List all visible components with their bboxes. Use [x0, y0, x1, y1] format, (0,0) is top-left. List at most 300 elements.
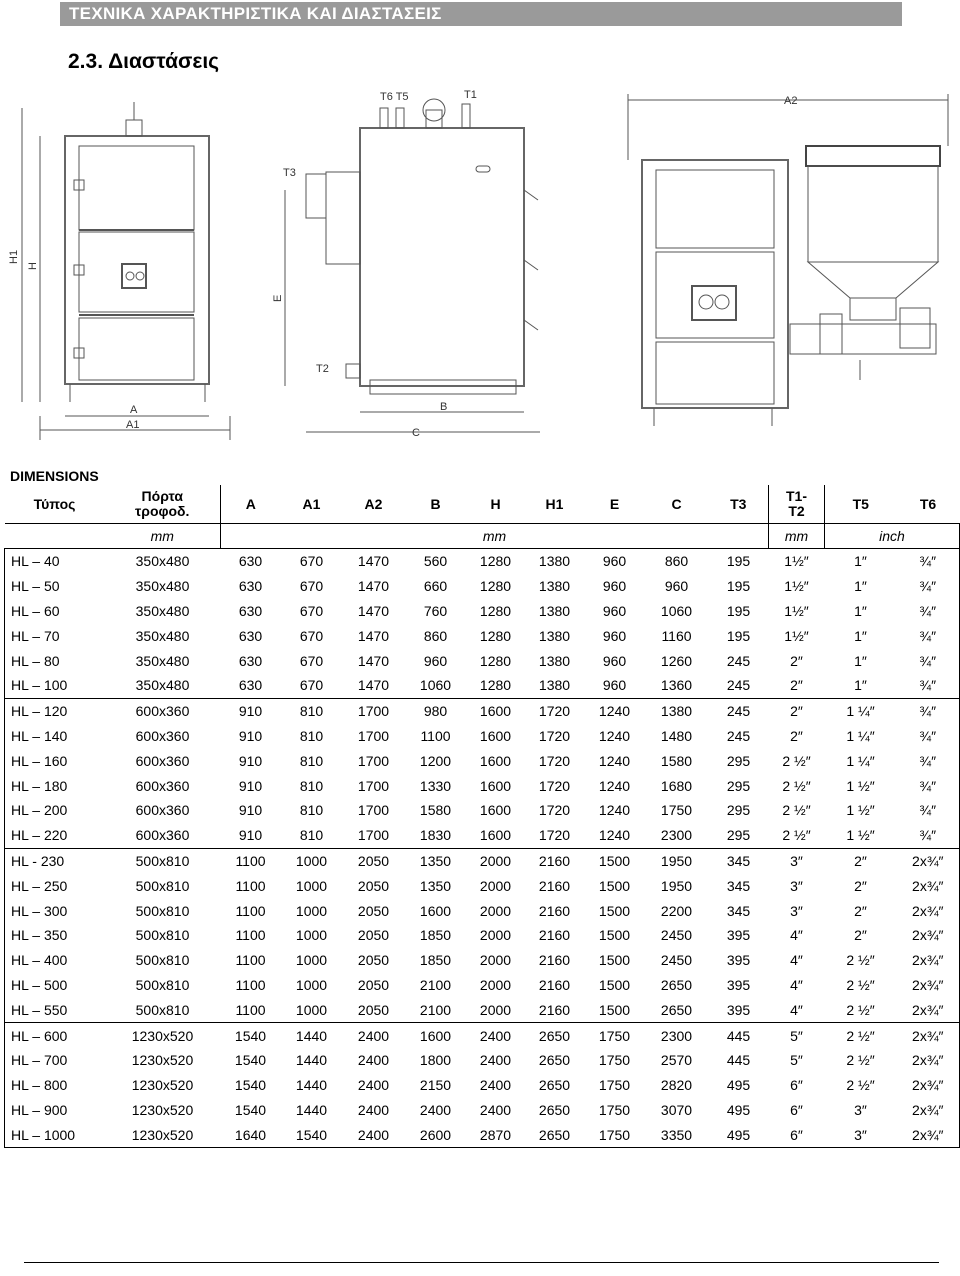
table-cell: 1480 [660, 727, 693, 744]
table-cell: 2200 [660, 902, 693, 919]
table-cell: 3″ [854, 1101, 867, 1118]
table-cell: 2x¾″ [897, 898, 960, 923]
table-cell: 1 ½″ [846, 827, 875, 844]
table-cell: HL – 60 [5, 599, 105, 624]
table-cell: 2x¾″ [897, 1073, 960, 1098]
table-cell: 960 [602, 677, 627, 694]
unit-t12-mm: mm [769, 524, 825, 549]
table-cell: 500x810 [135, 927, 190, 944]
table-cell: 395 [726, 927, 751, 944]
unit-inch: inch [825, 524, 960, 549]
table-cell: 3070 [660, 1101, 693, 1118]
table-cell: 445 [726, 1052, 751, 1069]
table-cell: 1640 [221, 1122, 281, 1147]
table-cell: 2160 [538, 877, 571, 894]
table-cell: 980 [405, 698, 467, 723]
table-cell: HL – 600 [5, 1023, 105, 1048]
table-cell: 1240 [598, 752, 631, 769]
table-cell: 500x810 [135, 1001, 190, 1018]
table-cell: 1700 [357, 752, 390, 769]
table-cell: 1280 [467, 549, 525, 574]
table-cell: 660 [423, 578, 448, 595]
table-cell: 4″ [790, 1001, 803, 1018]
table-cell: 860 [645, 549, 709, 574]
table-cell: 630 [238, 578, 263, 595]
table-cell: 1580 [419, 802, 452, 819]
table-cell: 245 [726, 652, 751, 669]
table-cell: 195 [726, 578, 751, 595]
table-cell: 1330 [419, 777, 452, 794]
table-cell: 1600 [479, 777, 512, 794]
header-a1: A1 [302, 495, 321, 512]
table-cell: 2″ [769, 698, 825, 723]
header-c: C [671, 495, 682, 512]
header-door-line2: τροφοδ. [135, 503, 190, 519]
table-cell: 1500 [598, 952, 631, 969]
table-cell: 2650 [525, 1122, 585, 1147]
table-cell: 2 ½″ [846, 1077, 875, 1094]
table-cell: 1500 [598, 976, 631, 993]
table-cell: 1230x520 [131, 1077, 194, 1094]
table-cell: 2x¾″ [897, 1098, 960, 1123]
table-cell: 2000 [479, 1001, 512, 1018]
header-t12-line2: T2 [788, 503, 805, 519]
table-cell: 670 [281, 549, 343, 574]
table-cell: 1720 [538, 802, 571, 819]
table-cell: 1700 [357, 777, 390, 794]
table-cell: 1600 [479, 802, 512, 819]
table-cell: HL – 80 [5, 648, 105, 673]
table-row [5, 574, 960, 599]
table-cell: 2 ½″ [846, 1052, 875, 1069]
table-cell: ¾″ [897, 798, 960, 823]
table-cell: 560 [405, 549, 467, 574]
table-cell: 2570 [660, 1052, 693, 1069]
table-cell: 2400 [467, 1023, 525, 1048]
table-cell: 1 ½″ [846, 777, 875, 794]
table-cell: 1950 [645, 848, 709, 873]
table-cell: 760 [423, 602, 448, 619]
table-cell: HL – 160 [5, 748, 105, 773]
table-cell: 2450 [660, 927, 693, 944]
table-cell: 2400 [343, 1023, 405, 1048]
front-view-drawing [22, 102, 230, 440]
header-a2: A2 [364, 495, 383, 512]
table-cell: 2650 [525, 1023, 585, 1048]
table-row [5, 724, 960, 749]
table-cell: HL – 800 [5, 1073, 105, 1098]
label-a1: A1 [126, 419, 140, 431]
table-cell: 600x360 [105, 698, 221, 723]
table-cell: 630 [238, 627, 263, 644]
table-cell: 1600 [405, 1023, 467, 1048]
table-cell: HL – 550 [5, 997, 105, 1022]
table-cell: 2″ [854, 902, 867, 919]
table-cell: 960 [602, 627, 627, 644]
pellet-view-drawing [628, 94, 948, 426]
table-cell: 1680 [660, 777, 693, 794]
table-cell: 3″ [790, 877, 803, 894]
table-cell: 2870 [467, 1122, 525, 1147]
table-cell: 2400 [343, 1122, 405, 1147]
table-cell: 1280 [479, 627, 512, 644]
table-row [5, 1098, 960, 1123]
table-cell: 2″ [790, 727, 803, 744]
table-row [5, 1023, 960, 1048]
table-cell: 2″ [854, 877, 867, 894]
header-b: B [430, 495, 441, 512]
table-cell: 3″ [825, 1122, 897, 1147]
table-cell: 1240 [598, 827, 631, 844]
table-cell: 1″ [854, 578, 867, 595]
table-cell: 2300 [645, 1023, 709, 1048]
header-h: H [490, 495, 501, 512]
table-cell: HL – 250 [5, 873, 105, 898]
table-cell: 2400 [419, 1101, 452, 1118]
table-cell: HL – 700 [5, 1048, 105, 1073]
table-cell: HL – 300 [5, 898, 105, 923]
table-cell: HL – 140 [5, 724, 105, 749]
table-cell: 2400 [357, 1052, 390, 1069]
label-b: B [440, 401, 448, 413]
table-cell: 1380 [538, 578, 571, 595]
table-cell: HL – 70 [5, 623, 105, 648]
table-cell: 345 [726, 877, 751, 894]
table-cell: 910 [221, 698, 281, 723]
table-cell: 1380 [538, 677, 571, 694]
header-e: E [609, 495, 620, 512]
table-cell: 2″ [790, 677, 803, 694]
table-cell: 670 [299, 602, 324, 619]
table-cell: 1750 [585, 1023, 645, 1048]
table-cell: 860 [423, 627, 448, 644]
table-row [5, 1048, 960, 1073]
header-h1: H1 [545, 495, 564, 512]
table-cell: 1200 [419, 752, 452, 769]
table-cell: HL - 230 [5, 848, 105, 873]
table-cell: 2 ½″ [782, 777, 811, 794]
table-row [5, 1073, 960, 1098]
table-cell: HL – 900 [5, 1098, 105, 1123]
table-cell: 2650 [538, 1077, 571, 1094]
table-cell: 2300 [660, 827, 693, 844]
table-cell: 1750 [660, 802, 693, 819]
table-row [5, 823, 960, 848]
table-row [5, 673, 960, 698]
table-cell: 350x480 [135, 652, 190, 669]
table-cell: 1380 [645, 698, 709, 723]
table-body [5, 549, 960, 1148]
table-cell: 1750 [585, 1122, 645, 1147]
table-cell: 2050 [357, 952, 390, 969]
table-cell: 1240 [598, 727, 631, 744]
table-cell: 1230x520 [105, 1122, 221, 1147]
table-cell: 500x810 [135, 877, 190, 894]
table-cell: 1540 [281, 1122, 343, 1147]
table-row [5, 698, 960, 723]
table-cell: 495 [726, 1077, 751, 1094]
table-cell: 2450 [660, 952, 693, 969]
table-cell: 1380 [538, 602, 571, 619]
table-cell: 295 [726, 827, 751, 844]
table-row [5, 648, 960, 673]
table-cell: 1950 [660, 877, 693, 894]
table-cell: 1600 [479, 752, 512, 769]
table-cell: 2050 [357, 1001, 390, 1018]
table-cell: 245 [726, 727, 751, 744]
table-cell: 1060 [419, 677, 452, 694]
table-cell: HL – 500 [5, 973, 105, 998]
table-row [5, 549, 960, 574]
table-cell: 395 [726, 1001, 751, 1018]
table-cell: 910 [238, 727, 263, 744]
table-cell: 350x480 [105, 549, 221, 574]
table-row [5, 873, 960, 898]
table-cell: 1230x520 [131, 1101, 194, 1118]
table-cell: 1230x520 [105, 1023, 221, 1048]
table-cell: 1470 [343, 549, 405, 574]
table-cell: 1440 [295, 1101, 328, 1118]
table-cell: 1280 [479, 677, 512, 694]
table-cell: HL – 220 [5, 823, 105, 848]
table-cell: HL – 200 [5, 798, 105, 823]
table-cell: 1280 [479, 652, 512, 669]
table-cell: HL – 120 [5, 698, 105, 723]
header-t12-line1: T1- [786, 488, 807, 504]
table-cell: 1380 [538, 627, 571, 644]
table-cell: 1350 [419, 877, 452, 894]
table-row [5, 623, 960, 648]
table-cell: 2x¾″ [897, 973, 960, 998]
table-cell: 295 [726, 802, 751, 819]
table-cell: 1 ¼″ [846, 752, 875, 769]
table-cell: 1540 [234, 1052, 267, 1069]
table-cell: 2400 [479, 1052, 512, 1069]
table-cell: 2000 [479, 927, 512, 944]
table-cell: 2 ½″ [846, 952, 875, 969]
table-cell: 1750 [598, 1101, 631, 1118]
table-cell: 2100 [419, 1001, 452, 1018]
table-cell: 1500 [585, 848, 645, 873]
table-cell: 5″ [769, 1023, 825, 1048]
table-cell: 2820 [660, 1077, 693, 1094]
table-cell: 1720 [538, 827, 571, 844]
table-cell: 670 [299, 627, 324, 644]
table-cell: 960 [664, 578, 689, 595]
table-row [5, 848, 960, 873]
table-cell: 345 [709, 848, 769, 873]
table-cell: ¾″ [897, 724, 960, 749]
table-cell: ¾″ [897, 648, 960, 673]
table-cell: 1000 [295, 1001, 328, 1018]
table-cell: 810 [299, 777, 324, 794]
table-cell: 2100 [419, 976, 452, 993]
table-cell: 1 ¼″ [825, 698, 897, 723]
table-cell: 600x360 [135, 777, 190, 794]
table-cell: ¾″ [897, 698, 960, 723]
table-cell: 1350 [405, 848, 467, 873]
table-cell: 2 ½″ [782, 752, 811, 769]
table-cell: 2160 [538, 952, 571, 969]
table-cell: 1160 [661, 627, 692, 644]
table-cell: 1850 [419, 952, 452, 969]
table-cell: 1100 [221, 848, 281, 873]
table-cell: 1540 [221, 1023, 281, 1048]
table-cell: 2160 [538, 1001, 571, 1018]
table-cell: ¾″ [897, 574, 960, 599]
table-cell: 1″ [854, 627, 867, 644]
section-title: 2.3. Διαστάσεις [68, 50, 220, 73]
table-cell: 2150 [419, 1077, 452, 1094]
table-units-row [5, 524, 960, 549]
table-cell: 1470 [357, 627, 390, 644]
table-cell: 960 [602, 602, 627, 619]
table-cell: 1100 [235, 927, 266, 944]
dimensions-label: DIMENSIONS [10, 468, 99, 484]
header-t6: T6 [919, 495, 937, 512]
table-cell: 1470 [357, 602, 390, 619]
table-cell: 1280 [479, 602, 512, 619]
table-cell: 2 ½″ [846, 976, 875, 993]
table-cell: 2050 [357, 976, 390, 993]
table-cell: 1000 [295, 902, 328, 919]
table-cell: 1″ [854, 652, 867, 669]
table-cell: 1360 [660, 677, 693, 694]
label-e: E [272, 294, 284, 302]
table-cell: 2650 [538, 1052, 571, 1069]
table-cell: 1230x520 [131, 1052, 194, 1069]
table-cell: 1″ [854, 602, 867, 619]
table-cell: 2″ [825, 848, 897, 873]
label-t6-t5: T6 T5 [380, 91, 409, 103]
table-cell: 1000 [295, 952, 328, 969]
table-cell: 1580 [660, 752, 693, 769]
table-cell: 1750 [598, 1052, 631, 1069]
table-cell: 2400 [479, 1077, 512, 1094]
table-cell: 1800 [419, 1052, 452, 1069]
table-cell: 1240 [598, 777, 631, 794]
table-cell: 2050 [343, 848, 405, 873]
table-row [5, 898, 960, 923]
table-cell: 1600 [419, 902, 452, 919]
table-cell: 6″ [790, 1101, 803, 1118]
table-cell: 1 ½″ [846, 802, 875, 819]
table-cell: 195 [726, 627, 751, 644]
table-cell: 630 [238, 602, 263, 619]
header-door-line1: Πόρτα [141, 488, 183, 504]
table-cell: 350x480 [135, 627, 190, 644]
label-t3: T3 [283, 167, 296, 179]
table-cell: 1½″ [769, 549, 825, 574]
table-cell: 5″ [790, 1052, 803, 1069]
header-t1-t2 [769, 485, 825, 524]
table-cell: 910 [238, 777, 263, 794]
table-cell: 495 [709, 1122, 769, 1147]
table-cell: HL – 400 [5, 948, 105, 973]
table-cell: 195 [709, 549, 769, 574]
table-cell: 1100 [235, 1001, 266, 1018]
table-cell: 4″ [790, 976, 803, 993]
table-cell: 195 [726, 602, 751, 619]
table-cell: ¾″ [897, 823, 960, 848]
table-cell: 630 [238, 677, 263, 694]
header-type: Τύπος [33, 495, 76, 512]
table-cell: 295 [726, 752, 751, 769]
table-cell: 3350 [645, 1122, 709, 1147]
dimensions-table [4, 485, 960, 1148]
table-cell: 500x810 [135, 976, 190, 993]
table-cell: 1280 [479, 578, 512, 595]
table-cell: 1440 [281, 1023, 343, 1048]
table-cell: 1470 [357, 652, 390, 669]
table-cell: 2000 [479, 902, 512, 919]
table-cell: 2050 [357, 927, 390, 944]
table-cell: 600x360 [135, 752, 190, 769]
table-cell: 2050 [357, 877, 390, 894]
table-cell: 1440 [295, 1052, 328, 1069]
header-t5: T5 [825, 485, 897, 524]
table-cell: 1380 [525, 549, 585, 574]
table-header-row [5, 485, 960, 524]
table-cell: 1100 [235, 877, 266, 894]
table-cell: 1100 [420, 727, 451, 744]
table-cell: 1″ [825, 549, 897, 574]
table-cell: 495 [726, 1101, 751, 1118]
table-row [5, 923, 960, 948]
table-cell: 2000 [479, 952, 512, 969]
table-cell: 395 [726, 952, 751, 969]
table-cell: 245 [709, 698, 769, 723]
table-cell: ¾″ [897, 549, 960, 574]
table-cell: 2″ [854, 927, 867, 944]
table-cell: 2650 [538, 1101, 571, 1118]
unit-main-mm: mm [221, 524, 769, 549]
table-cell: 910 [238, 802, 263, 819]
table-cell: 1000 [295, 927, 328, 944]
table-row [5, 798, 960, 823]
header-a: A [221, 485, 281, 524]
table-cell: 2400 [357, 1101, 390, 1118]
table-cell: ¾″ [897, 748, 960, 773]
table-row [5, 948, 960, 973]
header-t3: T3 [730, 495, 747, 512]
unit-door-mm: mm [105, 524, 221, 549]
table-cell: 2000 [479, 976, 512, 993]
side-view-drawing [285, 99, 540, 432]
table-cell: 1500 [598, 902, 631, 919]
table-cell: 1700 [343, 698, 405, 723]
table-cell: 1500 [598, 927, 631, 944]
table-cell: 500x810 [135, 902, 190, 919]
table-cell: 500x810 [105, 848, 221, 873]
table-cell: 1700 [357, 827, 390, 844]
table-cell: HL – 180 [5, 773, 105, 798]
table-row [5, 773, 960, 798]
table-cell: 3″ [769, 848, 825, 873]
table-cell: 2 ½″ [782, 827, 811, 844]
table-cell: 1750 [598, 1077, 631, 1094]
table-cell: 670 [299, 578, 324, 595]
table-cell: 2400 [357, 1077, 390, 1094]
table-cell: 2x¾″ [897, 948, 960, 973]
boiler-technical-drawing [0, 80, 960, 450]
label-h1: H1 [8, 249, 20, 264]
table-cell: 1440 [295, 1077, 328, 1094]
table-cell: 1540 [234, 1077, 267, 1094]
table-cell: ¾″ [897, 623, 960, 648]
table-cell: 2160 [538, 976, 571, 993]
table-cell: 2x¾″ [897, 848, 960, 873]
